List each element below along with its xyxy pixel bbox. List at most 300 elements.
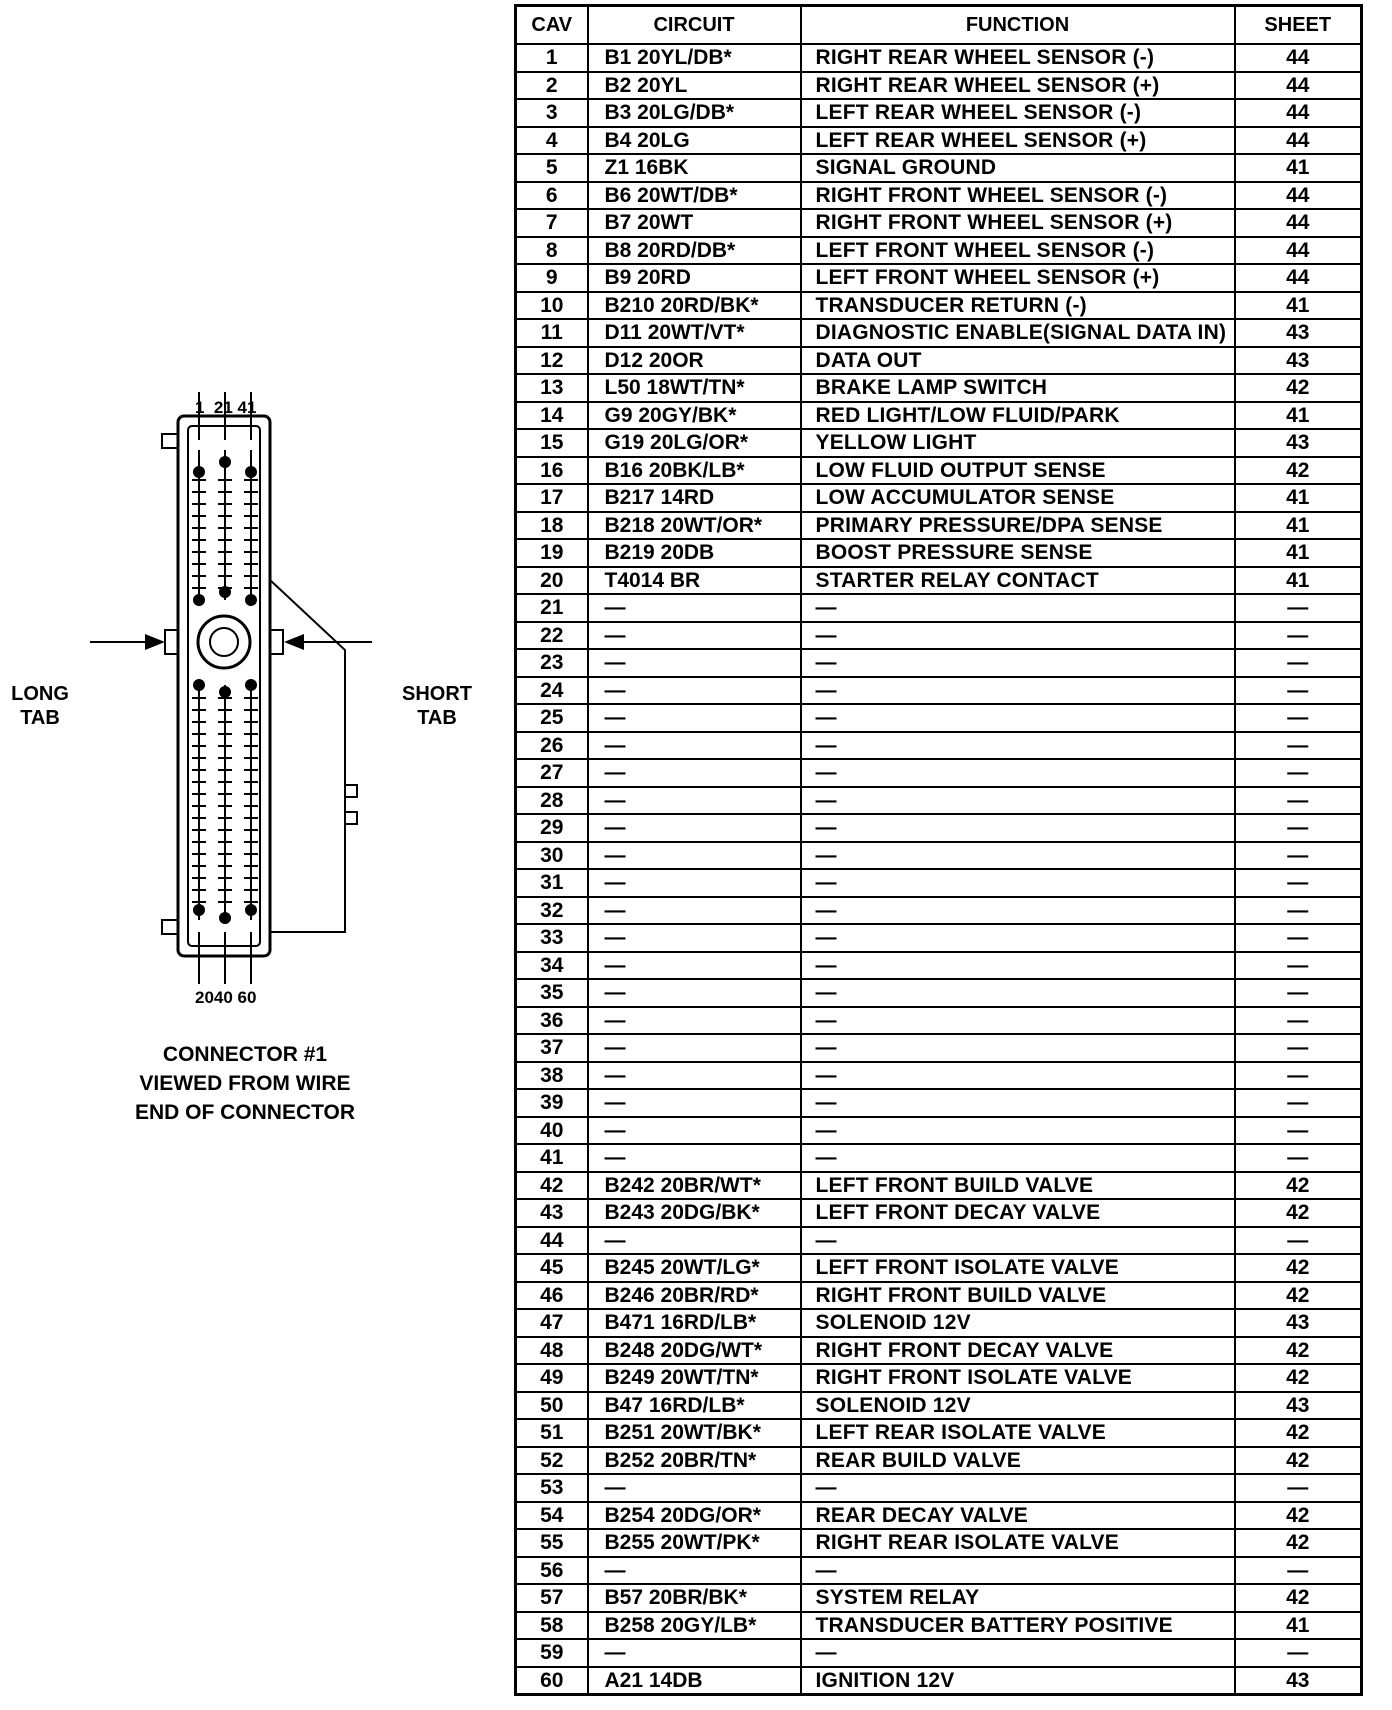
function-cell: — (801, 869, 1235, 897)
table-row (516, 924, 1362, 952)
circuit-cell: B243 20DG/BK* (588, 1199, 801, 1227)
function-cell: — (801, 1227, 1235, 1255)
sheet-cell: 44 (1235, 264, 1362, 292)
sheet-cell: 43 (1235, 1392, 1362, 1420)
cav-cell: 36 (516, 1007, 588, 1035)
sheet-cell: 41 (1235, 539, 1362, 567)
circuit-cell: — (588, 869, 801, 897)
sheet-cell: — (1235, 677, 1362, 705)
function-cell: LEFT REAR WHEEL SENSOR (-) (801, 99, 1235, 127)
circuit-cell: — (588, 1639, 801, 1667)
circuit-cell: B255 20WT/PK* (588, 1529, 801, 1557)
circuit-cell: — (588, 814, 801, 842)
table-row (516, 1557, 1362, 1585)
pin-function-table (514, 4, 1363, 1696)
circuit-cell: B57 20BR/BK* (588, 1584, 801, 1612)
circuit-cell: — (588, 594, 801, 622)
cav-cell: 46 (516, 1282, 588, 1310)
table-row (516, 209, 1362, 237)
sheet-cell: — (1235, 594, 1362, 622)
function-cell: LEFT FRONT ISOLATE VALVE (801, 1254, 1235, 1282)
sheet-cell: 42 (1235, 1502, 1362, 1530)
sheet-cell: 42 (1235, 1364, 1362, 1392)
sheet-cell: 42 (1235, 457, 1362, 485)
sheet-cell: 42 (1235, 1529, 1362, 1557)
circuit-cell: Z1 16BK (588, 154, 801, 182)
circuit-cell: — (588, 677, 801, 705)
circuit-cell: B210 20RD/BK* (588, 292, 801, 320)
table-row (516, 484, 1362, 512)
table-row (516, 1199, 1362, 1227)
table-row (516, 1172, 1362, 1200)
cav-cell: 20 (516, 567, 588, 595)
circuit-cell: — (588, 1557, 801, 1585)
sheet-cell: — (1235, 1144, 1362, 1172)
table-row (516, 1364, 1362, 1392)
sheet-cell: — (1235, 842, 1362, 870)
table-row (516, 1639, 1362, 1667)
table-row (516, 539, 1362, 567)
cav-cell: 3 (516, 99, 588, 127)
function-cell: — (801, 924, 1235, 952)
cav-cell: 43 (516, 1199, 588, 1227)
table-row (516, 182, 1362, 210)
sheet-cell: 41 (1235, 512, 1362, 540)
cav-cell: 52 (516, 1447, 588, 1475)
table-row (516, 1117, 1362, 1145)
function-cell: SOLENOID 12V (801, 1392, 1235, 1420)
cav-cell: 58 (516, 1612, 588, 1640)
cav-cell: 19 (516, 539, 588, 567)
circuit-cell: — (588, 1117, 801, 1145)
cav-cell: 23 (516, 649, 588, 677)
sheet-cell: 42 (1235, 1199, 1362, 1227)
cav-cell: 5 (516, 154, 588, 182)
function-cell: LEFT FRONT DECAY VALVE (801, 1199, 1235, 1227)
table-row (516, 72, 1362, 100)
function-cell: SYSTEM RELAY (801, 1584, 1235, 1612)
function-cell: RIGHT FRONT ISOLATE VALVE (801, 1364, 1235, 1392)
table-row (516, 1007, 1362, 1035)
circuit-cell: B246 20BR/RD* (588, 1282, 801, 1310)
circuit-cell: B249 20WT/TN* (588, 1364, 801, 1392)
sheet-cell: 44 (1235, 99, 1362, 127)
sheet-cell: 41 (1235, 1612, 1362, 1640)
cav-cell: 32 (516, 897, 588, 925)
function-cell: RIGHT REAR WHEEL SENSOR (+) (801, 72, 1235, 100)
cav-cell: 41 (516, 1144, 588, 1172)
connector-outline-icon (0, 380, 500, 1140)
function-cell: RIGHT FRONT WHEEL SENSOR (+) (801, 209, 1235, 237)
function-cell: — (801, 1474, 1235, 1502)
function-cell: — (801, 897, 1235, 925)
cav-cell: 24 (516, 677, 588, 705)
circuit-cell: — (588, 842, 801, 870)
header-sheet: SHEET (1235, 6, 1362, 45)
sheet-cell: 43 (1235, 347, 1362, 375)
header-cav: CAV (516, 6, 588, 45)
circuit-cell: G9 20GY/BK* (588, 402, 801, 430)
cav-cell: 7 (516, 209, 588, 237)
cav-cell: 13 (516, 374, 588, 402)
cav-cell: 17 (516, 484, 588, 512)
cav-cell: 40 (516, 1117, 588, 1145)
circuit-cell: B252 20BR/TN* (588, 1447, 801, 1475)
function-cell: RIGHT FRONT BUILD VALVE (801, 1282, 1235, 1310)
cav-cell: 56 (516, 1557, 588, 1585)
cav-cell: 39 (516, 1089, 588, 1117)
function-cell: TRANSDUCER RETURN (-) (801, 292, 1235, 320)
circuit-cell: B471 16RD/LB* (588, 1309, 801, 1337)
function-cell: LEFT REAR ISOLATE VALVE (801, 1419, 1235, 1447)
cav-cell: 29 (516, 814, 588, 842)
circuit-cell: B3 20LG/DB* (588, 99, 801, 127)
function-cell: — (801, 1062, 1235, 1090)
circuit-cell: — (588, 1144, 801, 1172)
sheet-cell: — (1235, 979, 1362, 1007)
circuit-cell: B248 20DG/WT* (588, 1337, 801, 1365)
table-row (516, 154, 1362, 182)
circuit-cell: B47 16RD/LB* (588, 1392, 801, 1420)
circuit-cell: — (588, 787, 801, 815)
function-cell: RED LIGHT/LOW FLUID/PARK (801, 402, 1235, 430)
pin-labels-bottom: 2040 60 (195, 988, 257, 1007)
caption-line: END OF CONNECTOR (134, 1101, 356, 1124)
table-row (516, 732, 1362, 760)
cav-cell: 15 (516, 429, 588, 457)
sheet-cell: 44 (1235, 72, 1362, 100)
function-cell: BOOST PRESSURE SENSE (801, 539, 1235, 567)
function-cell: — (801, 842, 1235, 870)
function-cell: DIAGNOSTIC ENABLE(SIGNAL DATA IN) (801, 319, 1235, 347)
circuit-cell: — (588, 1227, 801, 1255)
table-row (516, 979, 1362, 1007)
cav-cell: 6 (516, 182, 588, 210)
sheet-cell: 44 (1235, 127, 1362, 155)
sheet-cell: 41 (1235, 484, 1362, 512)
pin-labels-top: 1 21 41 (195, 398, 257, 417)
table-row (516, 649, 1362, 677)
sheet-cell: 43 (1235, 429, 1362, 457)
cav-cell: 34 (516, 952, 588, 980)
table-row (516, 1282, 1362, 1310)
function-cell: PRIMARY PRESSURE/DPA SENSE (801, 512, 1235, 540)
sheet-cell: 42 (1235, 1419, 1362, 1447)
sheet-cell: — (1235, 622, 1362, 650)
cav-cell: 45 (516, 1254, 588, 1282)
circuit-cell: — (588, 952, 801, 980)
cav-cell: 14 (516, 402, 588, 430)
cav-cell: 47 (516, 1309, 588, 1337)
header-circuit: CIRCUIT (588, 6, 801, 45)
function-cell: RIGHT REAR ISOLATE VALVE (801, 1529, 1235, 1557)
cav-cell: 21 (516, 594, 588, 622)
header-function: FUNCTION (801, 6, 1235, 45)
function-cell: LEFT FRONT WHEEL SENSOR (-) (801, 237, 1235, 265)
function-cell: — (801, 732, 1235, 760)
sheet-cell: 41 (1235, 292, 1362, 320)
circuit-cell: B218 20WT/OR* (588, 512, 801, 540)
function-cell: — (801, 1117, 1235, 1145)
circuit-cell: B1 20YL/DB* (588, 44, 801, 72)
sheet-cell: — (1235, 704, 1362, 732)
table-row (516, 759, 1362, 787)
sheet-cell: — (1235, 649, 1362, 677)
circuit-cell: B251 20WT/BK* (588, 1419, 801, 1447)
function-cell: — (801, 759, 1235, 787)
circuit-cell: — (588, 649, 801, 677)
cav-cell: 44 (516, 1227, 588, 1255)
sheet-cell: 42 (1235, 374, 1362, 402)
cav-cell: 35 (516, 979, 588, 1007)
circuit-cell: B254 20DG/OR* (588, 1502, 801, 1530)
cav-cell: 25 (516, 704, 588, 732)
circuit-cell: — (588, 1034, 801, 1062)
sheet-cell: — (1235, 1639, 1362, 1667)
table-header-row (516, 6, 1362, 45)
circuit-cell: B2 20YL (588, 72, 801, 100)
table-row (516, 402, 1362, 430)
cav-cell: 42 (516, 1172, 588, 1200)
cav-cell: 30 (516, 842, 588, 870)
function-cell: LEFT FRONT WHEEL SENSOR (+) (801, 264, 1235, 292)
table-body (516, 44, 1362, 1695)
cav-cell: 26 (516, 732, 588, 760)
cav-cell: 10 (516, 292, 588, 320)
table-row (516, 457, 1362, 485)
function-cell: RIGHT FRONT WHEEL SENSOR (-) (801, 182, 1235, 210)
table-row (516, 1584, 1362, 1612)
function-cell: — (801, 814, 1235, 842)
table-row (516, 1502, 1362, 1530)
table-row (516, 237, 1362, 265)
circuit-cell: — (588, 1007, 801, 1035)
function-cell: — (801, 1089, 1235, 1117)
cav-cell: 57 (516, 1584, 588, 1612)
cav-cell: 8 (516, 237, 588, 265)
sheet-cell: 41 (1235, 402, 1362, 430)
cav-cell: 11 (516, 319, 588, 347)
sheet-cell: 43 (1235, 319, 1362, 347)
table-row (516, 1089, 1362, 1117)
sheet-cell: 42 (1235, 1172, 1362, 1200)
sheet-cell: — (1235, 924, 1362, 952)
function-cell: LEFT REAR WHEEL SENSOR (+) (801, 127, 1235, 155)
table-row (516, 897, 1362, 925)
function-cell: — (801, 1639, 1235, 1667)
cav-cell: 1 (516, 44, 588, 72)
circuit-cell: T4014 BR (588, 567, 801, 595)
circuit-cell: B242 20BR/WT* (588, 1172, 801, 1200)
circuit-cell: B9 20RD (588, 264, 801, 292)
function-cell: — (801, 1007, 1235, 1035)
sheet-cell: 44 (1235, 237, 1362, 265)
table-row (516, 567, 1362, 595)
cav-cell: 33 (516, 924, 588, 952)
sheet-cell: — (1235, 1117, 1362, 1145)
circuit-cell: B258 20GY/LB* (588, 1612, 801, 1640)
circuit-cell: D11 20WT/VT* (588, 319, 801, 347)
table-row (516, 622, 1362, 650)
circuit-cell: L50 18WT/TN* (588, 374, 801, 402)
circuit-cell: — (588, 979, 801, 1007)
table-row (516, 264, 1362, 292)
table-row (516, 704, 1362, 732)
table-row (516, 1474, 1362, 1502)
sheet-cell: — (1235, 1007, 1362, 1035)
circuit-cell: — (588, 1089, 801, 1117)
cav-cell: 53 (516, 1474, 588, 1502)
function-cell: — (801, 787, 1235, 815)
cav-cell: 37 (516, 1034, 588, 1062)
cav-cell: 60 (516, 1667, 588, 1695)
cav-cell: 54 (516, 1502, 588, 1530)
table-row (516, 347, 1362, 375)
function-cell: BRAKE LAMP SWITCH (801, 374, 1235, 402)
table-row (516, 594, 1362, 622)
table-row (516, 1667, 1362, 1695)
sheet-cell: 44 (1235, 182, 1362, 210)
function-cell: — (801, 1557, 1235, 1585)
sheet-cell: 42 (1235, 1282, 1362, 1310)
cav-cell: 27 (516, 759, 588, 787)
table-row (516, 677, 1362, 705)
function-cell: REAR DECAY VALVE (801, 1502, 1235, 1530)
table-row (516, 869, 1362, 897)
function-cell: DATA OUT (801, 347, 1235, 375)
cav-cell: 9 (516, 264, 588, 292)
circuit-cell: D12 20OR (588, 347, 801, 375)
circuit-cell: B219 20DB (588, 539, 801, 567)
circuit-cell: B16 20BK/LB* (588, 457, 801, 485)
sheet-cell: 44 (1235, 44, 1362, 72)
table-row (516, 99, 1362, 127)
table-row (516, 429, 1362, 457)
table-row (516, 319, 1362, 347)
function-cell: LOW ACCUMULATOR SENSE (801, 484, 1235, 512)
table-row (516, 1144, 1362, 1172)
circuit-cell: — (588, 732, 801, 760)
function-cell: — (801, 1144, 1235, 1172)
function-cell: TRANSDUCER BATTERY POSITIVE (801, 1612, 1235, 1640)
cav-cell: 50 (516, 1392, 588, 1420)
cav-cell: 31 (516, 869, 588, 897)
table-row (516, 1612, 1362, 1640)
table-row (516, 127, 1362, 155)
table-row (516, 1392, 1362, 1420)
function-cell: LEFT FRONT BUILD VALVE (801, 1172, 1235, 1200)
table-row (516, 787, 1362, 815)
short-tab-label: SHORT TAB (402, 683, 472, 729)
cav-cell: 4 (516, 127, 588, 155)
circuit-cell: G19 20LG/OR* (588, 429, 801, 457)
function-cell: — (801, 622, 1235, 650)
circuit-cell: — (588, 704, 801, 732)
table-row (516, 374, 1362, 402)
sheet-cell: 42 (1235, 1337, 1362, 1365)
sheet-cell: 41 (1235, 567, 1362, 595)
cav-cell: 2 (516, 72, 588, 100)
function-cell: SIGNAL GROUND (801, 154, 1235, 182)
circuit-cell: B4 20LG (588, 127, 801, 155)
table-row (516, 814, 1362, 842)
sheet-cell: — (1235, 814, 1362, 842)
table-row (516, 1062, 1362, 1090)
table-row (516, 1529, 1362, 1557)
circuit-cell: B6 20WT/DB* (588, 182, 801, 210)
function-cell: — (801, 594, 1235, 622)
function-cell: — (801, 649, 1235, 677)
function-cell: — (801, 677, 1235, 705)
sheet-cell: — (1235, 869, 1362, 897)
cav-cell: 55 (516, 1529, 588, 1557)
table-row (516, 1034, 1362, 1062)
table-row (516, 1447, 1362, 1475)
function-cell: — (801, 1034, 1235, 1062)
table-row (516, 1227, 1362, 1255)
cav-cell: 16 (516, 457, 588, 485)
table-row (516, 842, 1362, 870)
sheet-cell: — (1235, 1062, 1362, 1090)
long-tab-label: LONG TAB (11, 683, 69, 729)
sheet-cell: — (1235, 787, 1362, 815)
function-cell: RIGHT FRONT DECAY VALVE (801, 1337, 1235, 1365)
sheet-cell: 42 (1235, 1447, 1362, 1475)
table-row (516, 44, 1362, 72)
caption-line: VIEWED FROM WIRE (139, 1072, 351, 1095)
cav-cell: 18 (516, 512, 588, 540)
circuit-cell: B217 14RD (588, 484, 801, 512)
cav-cell: 49 (516, 1364, 588, 1392)
cav-cell: 12 (516, 347, 588, 375)
cav-cell: 22 (516, 622, 588, 650)
sheet-cell: — (1235, 897, 1362, 925)
cav-cell: 48 (516, 1337, 588, 1365)
circuit-cell: — (588, 1474, 801, 1502)
circuit-cell: B7 20WT (588, 209, 801, 237)
function-cell: SOLENOID 12V (801, 1309, 1235, 1337)
function-cell: IGNITION 12V (801, 1667, 1235, 1695)
table-row (516, 512, 1362, 540)
circuit-cell: B245 20WT/LG* (588, 1254, 801, 1282)
circuit-cell: — (588, 759, 801, 787)
sheet-cell: — (1235, 1557, 1362, 1585)
cav-cell: 38 (516, 1062, 588, 1090)
sheet-cell: — (1235, 759, 1362, 787)
circuit-cell: — (588, 897, 801, 925)
sheet-cell: — (1235, 1034, 1362, 1062)
table-row (516, 952, 1362, 980)
caption-line: CONNECTOR #1 (162, 1043, 328, 1066)
cav-cell: 51 (516, 1419, 588, 1447)
table-row (516, 292, 1362, 320)
sheet-cell: 44 (1235, 209, 1362, 237)
connector-diagram (0, 380, 500, 1140)
table-row (516, 1337, 1362, 1365)
connector-caption (100, 1040, 390, 1127)
function-cell: REAR BUILD VALVE (801, 1447, 1235, 1475)
function-cell: — (801, 704, 1235, 732)
table-row (516, 1309, 1362, 1337)
cav-cell: 28 (516, 787, 588, 815)
sheet-cell: — (1235, 952, 1362, 980)
sheet-cell: 42 (1235, 1254, 1362, 1282)
sheet-cell: — (1235, 1227, 1362, 1255)
sheet-cell: — (1235, 1474, 1362, 1502)
table-row (516, 1254, 1362, 1282)
function-cell: STARTER RELAY CONTACT (801, 567, 1235, 595)
function-cell: RIGHT REAR WHEEL SENSOR (-) (801, 44, 1235, 72)
